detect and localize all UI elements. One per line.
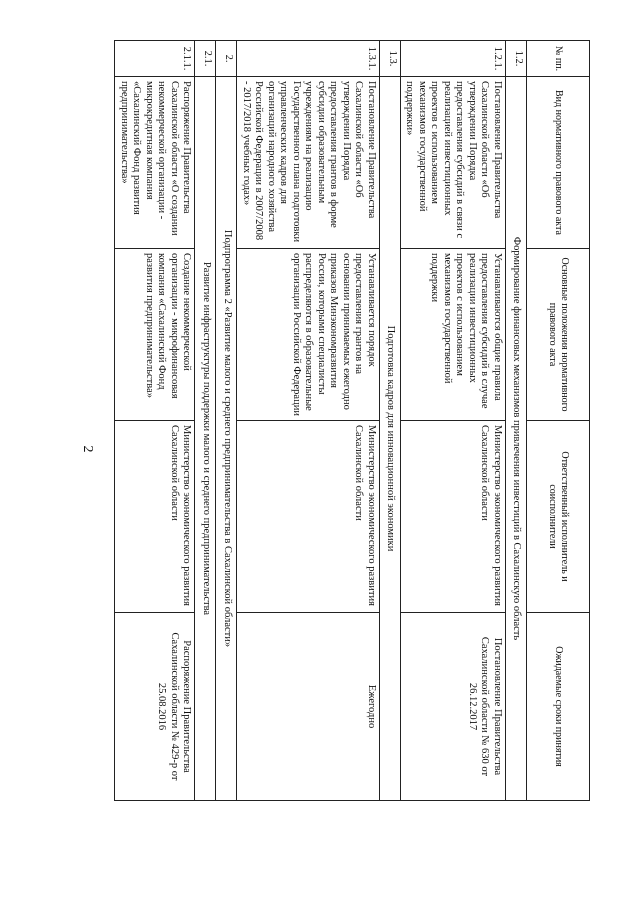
executor-cell: Министерство экономического развития Сахалинской области bbox=[237, 421, 380, 613]
header-executor: Ответственный исполнитель и соисполнители bbox=[527, 421, 590, 613]
row-num: 1.3. bbox=[380, 41, 401, 77]
row-num: 2. bbox=[216, 41, 237, 77]
section-row bbox=[506, 41, 527, 801]
row-num: 1.3.1. bbox=[237, 41, 380, 77]
main-provisions-cell: Устанавливаются общие правила предоставления субсидий в случае реализации инвестиционных проектов с использованием механизмов государственной поддержки bbox=[401, 249, 506, 421]
section-title: Развитие инфраструктуры поддержки малого и среднего предпринимательства bbox=[195, 77, 216, 801]
act-type-cell: Распоряжение Правительства Сахалинской области «О создании некоммерческой организации - микрокредитная компания «Сахалинский Фонд развития предпринимательства» bbox=[115, 77, 195, 249]
table-header-row bbox=[527, 41, 590, 801]
executor-cell: Министерство экономического развития Сахалинской области bbox=[401, 421, 506, 613]
due-cell: Постановление Правительства Сахалинской области № 630 от 26.12.2017 bbox=[401, 613, 506, 801]
row-num: 2.1.1. bbox=[115, 41, 195, 77]
row-num: 2.1. bbox=[195, 41, 216, 77]
due-cell: Распоряжение Правительства Сахалинской области № 429-р от 25.08.2016 bbox=[115, 613, 195, 801]
table-row bbox=[237, 41, 380, 801]
section-title: Подготовка кадров для инновационной экономики bbox=[380, 77, 401, 801]
header-act-type: Вид нормативного правового акта bbox=[527, 77, 590, 249]
legal-acts-table bbox=[115, 40, 591, 801]
header-due: Ожидаемые сроки принятия bbox=[527, 613, 590, 801]
row-num: 1.2. bbox=[506, 41, 527, 77]
section-title: Подпрограмма 2 «Развитие малого и среднего предпринимательства в Сахалинской области» bbox=[216, 77, 237, 801]
executor-cell: Министерство экономического развития Сахалинской области bbox=[115, 421, 195, 613]
section-title: Формирование финансовых механизмов привлечения инвестиций в Сахалинскую область bbox=[506, 77, 527, 801]
section-row bbox=[380, 41, 401, 801]
section-row bbox=[216, 41, 237, 801]
table-row bbox=[115, 41, 195, 801]
act-type-cell: Постановление Правительства Сахалинской области «Об утверждении Порядка предоставления грантов в форме субсидии образовательным учреждениям на реализацию Государственного плана подготовки управленческих кадров для организаций народного хозяйства Российской Федерации в 2007/2008 - 2017/2018 учебных годах» bbox=[237, 77, 380, 249]
rotated-table-wrapper bbox=[115, 40, 590, 800]
section-row bbox=[195, 41, 216, 801]
table-row bbox=[401, 41, 506, 801]
due-cell: Ежегодно bbox=[237, 613, 380, 801]
page-number: 2 bbox=[80, 445, 95, 453]
main-provisions-cell: Создание некоммерческой организации - микрофинансовая компания «Сахалинский Фонд развития предпринимательства» bbox=[115, 249, 195, 421]
header-num: № пп. bbox=[527, 41, 590, 77]
header-main-provisions: Основные положения нормативного правового акта bbox=[527, 249, 590, 421]
row-num: 1.2.1. bbox=[401, 41, 506, 77]
act-type-cell: Постановление Правительства Сахалинской области «Об утверждении Порядка предоставления субсидий в связи с реализацией инвестиционных проектов с использованием механизмов государственной поддержки» bbox=[401, 77, 506, 249]
main-provisions-cell: Устанавливается порядок предоставления грантов на основании принимаемых ежегодно приказов Минэкономразвития России, которыми специалисты распределяются в образовательные организации Российской Федерации bbox=[237, 249, 380, 421]
